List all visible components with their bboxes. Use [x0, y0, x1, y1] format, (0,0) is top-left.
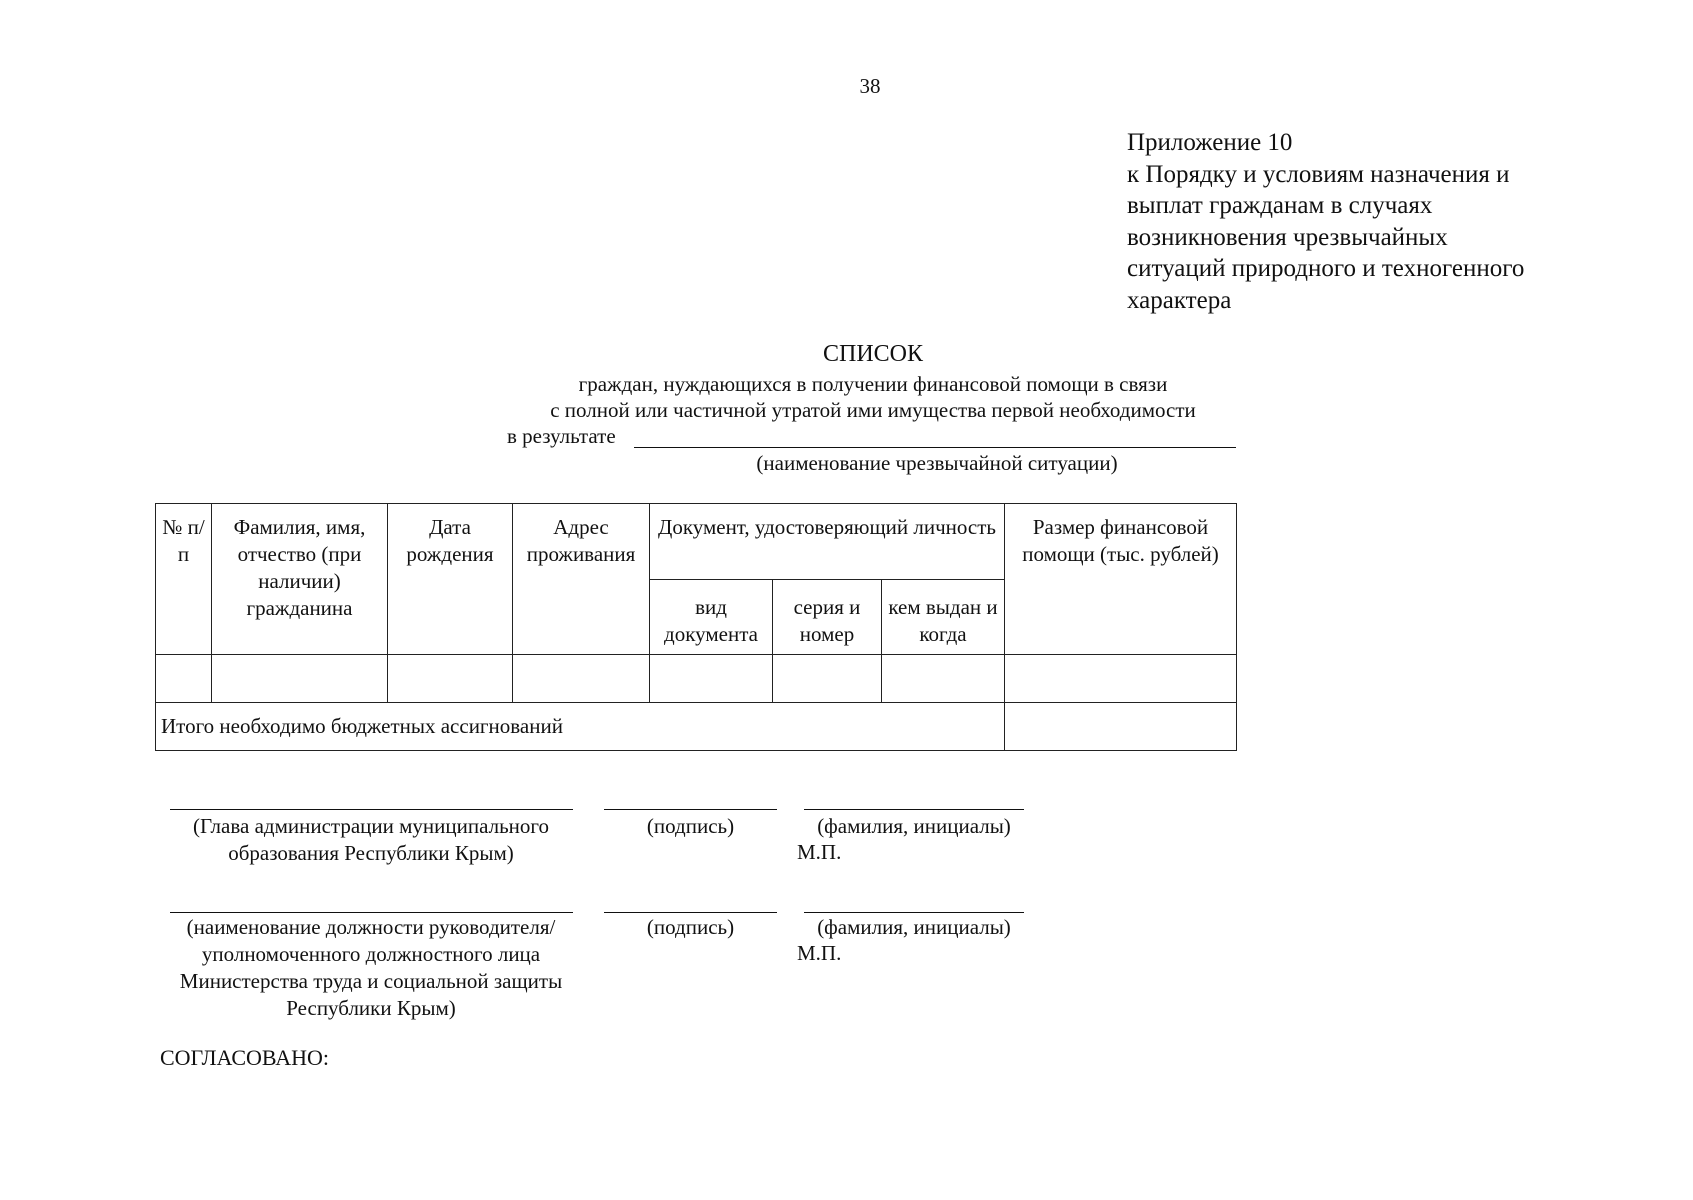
appendix-line: к Порядку и условиям назначения и	[1127, 160, 1510, 188]
header-number: № п/п	[156, 504, 212, 655]
appendix-reference	[1127, 127, 1524, 316]
header-birth-date: Дата рождения	[388, 504, 513, 655]
citizens-list-table	[155, 503, 1237, 751]
header-document-type: вид документа	[650, 580, 773, 655]
cell-aid-amount[interactable]	[1005, 655, 1237, 703]
signature-line[interactable]	[604, 912, 777, 913]
header-address: Адрес проживания	[513, 504, 650, 655]
name-initials-caption: (фамилия, инициалы)	[817, 814, 1011, 838]
page-number: 38	[859, 74, 881, 98]
total-label: Итого необходимо бюджетных ассигнований	[156, 703, 1005, 751]
signature-line[interactable]	[604, 809, 777, 810]
cell-document-series[interactable]	[773, 655, 882, 703]
official-position-caption: (наименование должности руководителя/уполномоченного должностного лица Министерства труда и социальной защиты Республики Крым)	[179, 915, 563, 1020]
appendix-line: возникновения чрезвычайных	[1127, 223, 1448, 251]
header-document-series: серия и номер	[773, 580, 882, 655]
table-row	[156, 655, 1237, 703]
header-full-name: Фамилия, имя, отчество (при наличии) гражданина	[212, 504, 388, 655]
emergency-name-caption: (наименование чрезвычайной ситуации)	[756, 451, 1118, 475]
emergency-name-blank[interactable]	[634, 447, 1236, 448]
name-initials-caption: (фамилия, инициалы)	[817, 915, 1011, 939]
document-subtitle-line: граждан, нуждающихся в получении финансовой помощи в связи	[578, 372, 1168, 396]
name-initials-line[interactable]	[804, 809, 1024, 810]
cell-number[interactable]	[156, 655, 212, 703]
cell-full-name[interactable]	[212, 655, 388, 703]
appendix-line: Приложение 10	[1127, 129, 1293, 156]
cell-document-issued[interactable]	[882, 655, 1005, 703]
signature-caption: (подпись)	[646, 915, 735, 939]
head-position-caption: (Глава администрации муниципального образования Республики Крым)	[193, 814, 549, 865]
appendix-line: ситуаций природного и техногенного	[1127, 255, 1525, 282]
stamp-place: М.П.	[797, 941, 842, 965]
cell-birth-date[interactable]	[388, 655, 513, 703]
total-row	[156, 703, 1237, 751]
cell-address[interactable]	[513, 655, 650, 703]
result-label: в результате	[507, 424, 616, 448]
agreed-label: СОГЛАСОВАНО:	[160, 1045, 329, 1070]
header-identity-document: Документ, удостоверяющий личность	[650, 504, 1005, 580]
official-position-line[interactable]	[170, 912, 573, 913]
cell-document-type[interactable]	[650, 655, 773, 703]
appendix-line: характера	[1127, 286, 1232, 314]
signature-caption: (подпись)	[646, 814, 735, 838]
name-initials-line[interactable]	[804, 912, 1024, 913]
document-title: СПИСОК	[822, 341, 924, 367]
header-document-issued: кем выдан и когда	[882, 580, 1005, 655]
header-aid-amount: Размер финансовой помощи (тыс. рублей)	[1005, 504, 1237, 655]
head-position-line[interactable]	[170, 809, 573, 810]
stamp-place: М.П.	[797, 840, 842, 864]
document-subtitle-line: с полной или частичной утратой ими имущества первой необходимости	[550, 398, 1196, 422]
appendix-line: выплат гражданам в случаях	[1127, 192, 1433, 219]
total-amount-cell[interactable]	[1005, 703, 1237, 751]
